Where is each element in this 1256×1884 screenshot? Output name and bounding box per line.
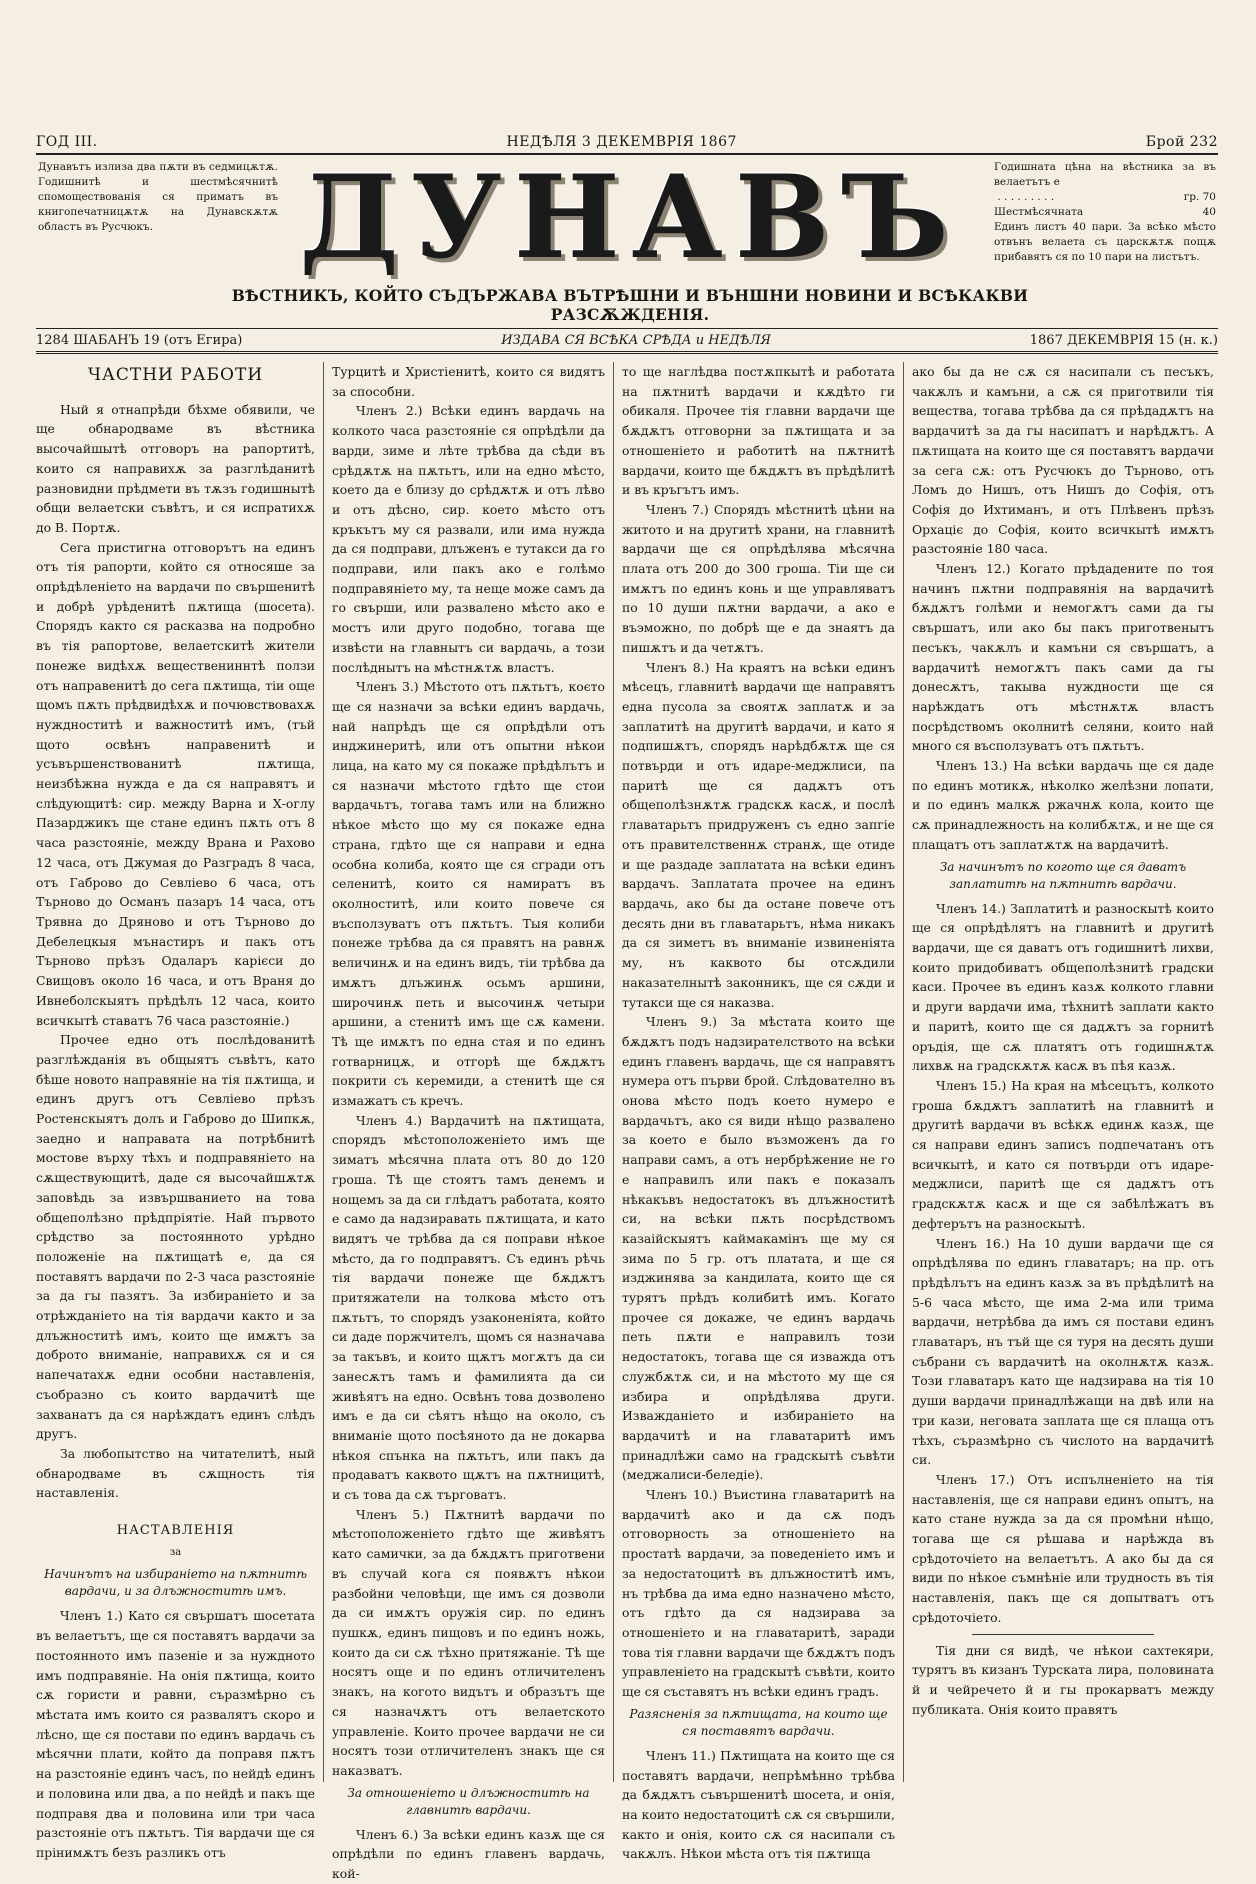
paragraph: Членъ 1.) Като ся свършатъ шосетата въ велаетътъ, ще ся поставятъ вардачи за постоянното имъ пазеніе и за нуждното имъ подправяніе. На онія пѫтища, които сѫ гористи и равни, съразмѣрно съ мѣстата имъ които ся развалятъ скоро и лѣсно, ще ся постави по единъ вардачь съ мѣсячни плати, който да поправя пѫтъ на разстояніе единъ часъ, по нейдѣ единъ и половина или два, а по нейдѣ и пакъ ще подправя два и половина или три часа разстояніе отъ пѫтьтъ. Тія вардачи ще ся прінимѫтъ безъ разликъ отъ	[36, 1608, 315, 1860]
year-label: ГОД III.	[36, 134, 98, 150]
paragraph: Ный я отнапрѣди бѣхме обявили, че ще обнародваме въ вѣстника высочайшытѣ отговоръ на рапортитѣ, които ся направихѫ за разглѣданитѣ разновидни прѣдмети въ тѫзъ годишнытѣ общи велаетски съвѣтъ, и ся испратихѫ до В. Портѫ.	[36, 401, 315, 535]
masthead-subtitle: ВѢСТНИКЪ, КОЙТО СЪДЪРЖАВА ВЪТРѢШНИ И ВЪНШНИ НОВИНИ И ВСѢКАКВИ РАЗСѪЖДЕНІЯ.	[231, 286, 1029, 324]
column-4	[904, 362, 1214, 1782]
paragraph: Членъ 4.) Вардачитѣ на пѫтищата, спорядъ мѣстоположеніето имъ ще зиматъ мѣсячна плата отъ 80 до 120 гроша. Тѣ ще стоятъ тамъ денемъ и нощемъ за да си глѣдатъ работата, която е само да надзиравать пѫтищата, и като видятъ че трѣбва да ся поправи нѣкое мѣсто, да го подправятъ. Съ единъ рѣчь тія вардачи понеже ще бѫдѫтъ притяжатели на толкова мѣсто отъ пѫтьтъ, то спорядъ узаконеніята, който си даде поржчителъ, щомъ ся назначава за такъвъ, и които щѫтъ могѫтъ да си занесѫтъ тамъ и фамилията да си живѣятъ на едно. Освѣнъ това дозволено имъ е да си сѣятъ нѣщо на около, съ вниманіе щото посѣяното да не докарва нѣкоя спънка на пѫтьтъ, или пакъ да продаватъ каквото щѫтъ на пѫтницитѣ, и съ това да сѫ търговатъ.	[332, 1112, 605, 1503]
paragraph: Членъ 9.) За мѣстата които ще бѫдѫтъ подъ надзирателството на всѣки единъ главенъ вардачь, ще ся направятъ нумера отъ първи брой. Слѣдователно въ онова мѣсто подъ което нумеро е вардачьтъ, ако ся види нѣщо развалено за което е было възможенъ да го направи самъ, а отъ нербрѣжение не го е направилъ или пакъ е показалъ нѣкакъвъ недостатокъ въ длъжноститѣ си, на всѣки пѫть посрѣдствомъ казаійскыятъ каймакамінъ ще му ся зима по 5 гр. отъ платата, и ще ся изджинява за кандилата, които ще ся турятъ прѣдъ колибитѣ имъ. Когато прочее ся докаже, че единъ вардачь петь пѫти е направилъ този недостатокъ, тогава ще ся изважда отъ службѫтѫ си, и на мѣстото му ще ся избира и опрѣдѣлява други. Изважданіето и избираніето на вардачитѣ и на главатаритѣ имъ принадлѣжи само на градскытѣ съвѣти (меджалиси-беледіе).	[622, 1014, 895, 1483]
paragraph: то ще наглѣдва постѫпкытѣ и работата на пѫтнитѣ вардачи и кѫдѣто ги обикаля. Прочее тія главни вардачи ще бѫдѫтъ отговорни за пѫтищата и за отношеніето и работитѣ на пѫтнитѣ вардачи, които ще бѫдѫтъ въ прѣдѣлитѣ и въ кръгътъ имъ.	[622, 364, 895, 498]
paragraph: Членъ 3.) Мѣстото отъ пѫтьтъ, коєто ще ся назначи за всѣки единъ вардачь, най напрѣдъ ще ся опрѣдѣли отъ инджинеритѣ, или отъ опытни нѣкои лица, на като му ся покаже прѣдѣлътъ и ся назначи мѣстото гдѣто ще стои вардачьтъ, тогава тамъ или на ближно нѣкое мѣсто що му ся покаже една страна, гдѣто ще ся направи и една особна колиба, която ще ся сгради отъ селенитѣ, които ся намиратъ въ околноститѣ, или които повече ся въсползуватъ отъ пѫтьтъ. Тыя колиби понеже трѣбва да ся правятъ на равнѫ величинѫ и на единъ видъ, тіи трѣбва да имѫтъ длъжинѫ осьмъ аршини, широчинѫ петь и высочинѫ четыри аршини, а стенитѣ имъ ще сѫ камени. Тѣ ще имѫтъ по една стая и по единъ готварницѫ, и отгорѣ ще бѫдѫтъ покрити съ керемиди, а стенитѣ ще ся измажатъ съ кречъ.	[332, 679, 605, 1109]
paragraph: Турцитѣ и Христіенитѣ, които ся видятъ за способни.	[332, 364, 605, 399]
subsection-heading: Разясненія за пѫтищата, на които ще ся поставятъ вардачи.	[629, 1706, 888, 1738]
instructions-heading: НАСТАВЛЕНІЯ	[116, 1523, 235, 1539]
issue-number: Брой 232	[1145, 134, 1218, 150]
paragraph: Тія дни ся видѣ, че нѣкои сахтекяри, турятъ въ кизанъ Турската лира, половината й и чейречето й и гы прокарватъ между публиката. Онія които правятъ	[912, 1642, 1214, 1717]
paragraph: Членъ 8.) На краятъ на всѣки единъ мѣсецъ, главнитѣ вардачи ще направятъ една пусола за своятѫ заплатѫ и за заплатитѣ на другитѣ вардачи, и като я подпишѫтъ, спорядъ нарѣдбѫтѫ ще ся потвърди и отъ идаре-меджлиси, па паритѣ ще ся дадѫтъ отъ общеполѣзнѫтѫ градскѫ касѫ, и послѣ главатарьтъ придруженъ съ едно запгіе отъ правителственнѫ странѫ, ще отиде и ще раздаде заплатата на всѣки единъ вардачъ. Заплатата прочее на единъ вардачь, ако бы да остане повече отъ десять дни въ главатарьтъ, нѣма никакъ да ся зиметъ въ вниманіе извиненіята му, нъ каквото бы отсѫдили наказателнытѣ законникъ, ще ся сѫди и тутакси ще ся наказва.	[622, 659, 895, 1010]
price-intro: Годишната цѣна на вѣстника за въ велаетътъ е	[994, 161, 1216, 188]
instructions-za: за	[169, 1546, 182, 1558]
price-year-label: гр.	[1183, 191, 1200, 203]
instructions-subtitle: Начинътъ на избираніето на пѫтнитѣ вардачи, и за длъжноститѣ имъ.	[44, 1567, 307, 1599]
gregorian-date: 1867 ДЕКЕМВРІЯ 15 (н. к.)	[1029, 332, 1218, 348]
paragraph: За любопытство на читателитѣ, ный обнародваме въ сѫщность тія наставленія.	[36, 1445, 315, 1501]
price-year-row: . . . . . . . . . гр. 70	[994, 191, 1216, 203]
column-1	[36, 362, 324, 1860]
paragraph: Членъ 13.) На всѣки вардачь ще ся даде по единъ мотикѫ, нѣколко желѣзни лопати, и по единъ малкѫ ржачнѫ кола, които ще сѫ принадлежность на колибѫтѫ, и не ще ся плащатъ отъ заплатѫтѫ на вардачитѣ.	[912, 758, 1214, 852]
price-box	[994, 160, 1216, 265]
paragraph: Членъ 17.) Отъ испълненіето на тія наставленія, ще ся направи единъ опытъ, на като стане нужда за да ся промѣни нѣщо, тогава ще ся рѣшава и нарѣжда въ срѣдоточіето на велаетътъ. А ако бы да ся види по нѣкое съмнѣніе или трудность въ тія наставленія, пакъ ще ся допытватъ отъ срѣдоточіето.	[912, 1471, 1214, 1625]
paragraph: ако бы да не сѫ ся насипали съ песъкъ, чакѫлъ и камъни, а сѫ ся приготвили тія вещества, тогава трѣбва да ся прѣдадѫтъ на вардачитѣ за да гы насипатъ и нарѣдѫтъ. А пѫтищата на които ще ся поставятъ вардачи за сега сѫ: отъ Русчюкъ до Търново, отъ Ломъ до Нишъ, отъ Нишъ до Софія, отъ Софія до Ихтиманъ, и отъ Плѣвенъ прѣзъ Орхаціє до Софія, които всичкытѣ имѫтъ разстояніе 180 часа.	[912, 364, 1214, 557]
paragraph: Членъ 6.) За всѣки единъ казѫ ще ся опрѣдѣли по единъ главенъ вардачь, кой-	[332, 1826, 605, 1882]
price-rest: Единъ листъ 40 пари. За всѣко мѣсто отвънъ велаета съ царскѫтѫ пощѫ прибавятъ ся по 10 пари на листътъ.	[994, 221, 1216, 263]
price-half: 40	[1202, 206, 1216, 218]
paragraph: Членъ 7.) Спорядъ мѣстнитѣ цѣни на житото и на другитѣ храни, на главнитѣ вардачи ще ся опрѣдѣлява мѣсячна плата отъ 200 до 300 гроша. Тіи ще си имѫтъ по единъ конь и ще управляватъ по 10 души пѫтни вардачи, а ако е въэможно, по добрѣ ще е да знаятъ да пишѫтъ и да четѫтъ.	[622, 501, 895, 655]
issue-date: НЕДѢЛЯ 3 ДЕКЕМВРІЯ 1867	[506, 134, 737, 150]
masthead-title: ДУНАВЪ	[299, 150, 961, 285]
divider	[972, 1634, 1153, 1635]
paragraph: Членъ 10.) Въистина главатаритѣ на вардачитѣ ако и да сѫ подъ отговорность за отношеніето на простатѣ вардачи, за поведеніето имъ и за недостатоцитѣ въ длъжноститѣ имъ, нъ трѣбва да има едно назначено мѣсто, отъ гдѣто да ся надзирава за отношеніето и на главатаритѣ, заради това тія главни вардачи ще бѫдѫтъ подъ управленіето на градскытѣ съвѣти, които ще ся съставятъ нъ всѣки единъ градъ.	[622, 1487, 895, 1700]
paragraph: Прочее едно отъ послѣдованитѣ разглѣжданія въ общыятъ съвѣтъ, като бѣше новото направяніе на тія пѫтища, и единъ другъ отъ Севліево прѣзъ Ростенскыятъ долъ и Габрово до Шипкѫ, заедно и направата на потрѣбнитѣ мостове върху тѣхъ и подправяніето на сѫществующитѣ, даде ся высочайшѫтѫ заповѣдь за извършванието на това общеполѣзно прѣдпріятіе. Най първото срѣдство за постоянното урѣдно положеніе на пѫтищатѣ е, да ся поставятъ вардачи по 2-3 часа разстояніе за да гы пазятъ. За избираніето и за отрѣжданіето на тія вардачи както и за длъжноститѣ имъ, които ще имѫтъ за доброто вниманіе, направихѫ ся и ся напечатахѫ едни особни наставленія, съобразно съ които вардачитѣ ще захванатъ да ся нарѣждатъ единъ слѣдъ другъ.	[36, 1032, 315, 1442]
paragraph: Членъ 5.) Пѫтнитѣ вардачи по мѣстоположеніето гдѣто ще живѣятъ като самички, за да бѫдѫтъ приготвени въ случай кога ся появѫтъ нѣкои разбойни человѣци, ще имъ ся дозволи да си имѫтъ оружія сир. по единъ пушкѫ, единъ пищовъ и по единъ ножь, които да си сѫ тѣхно притяжаніе. Тѣ ще носятъ още и по единъ отличителенъ знакъ, на когото видътъ и образътъ ще ся назначѫтъ отъ велаетското управленіе. Които прочее вардачи не си носятъ този отличителенъ знакъ ще ся наказватъ.	[332, 1506, 605, 1778]
article-columns	[36, 362, 1218, 1882]
masthead	[299, 150, 961, 285]
paragraph: Членъ 11.) Пѫтищата на които ще ся поставятъ вардачи, непрѣмѣнно трѣбва да бѫдѫтъ съвършенитѣ шосета, и онія, на които недостатоцитѣ сѫ ся свършили, както и онія, които сѫ ся насипали съ чакѫлъ. Нѣкои мѣста отъ тія пѫтища	[622, 1747, 895, 1862]
paragraph: Членъ 14.) Заплатитѣ и разноскытѣ които ще ся опрѣдѣлятъ на главнитѣ и другитѣ вардачи, ще ся даватъ отъ годишнитѣ лихви, които придобиватъ общеполѣзнитѣ градски каси. Прочее въ единъ казѫ колкото главни и други вардачи има, тѣхнитѣ заплати както и паритѣ, които ще ся дадѫтъ за горнитѣ оръдія, ще сѫ платятъ отъ годишнѫтѫ лихвѫ на градскѫтѫ касѫ въ пѣя казѫ.	[912, 900, 1214, 1074]
publication-schedule: ИЗДАВА СЯ ВСѢКА СРѢДА и НЕДѢЛЯ	[501, 332, 771, 348]
subscription-note: Дунавътъ излиза два пѫти въ седмицѫтѫ. Годишнитѣ и шестмѣсячнитѣ спомоществованія ся приматъ въ книгопечатницѫтѫ на Дунавскѫтѫ областъ въ Русчюкъ.	[38, 161, 278, 233]
paragraph: Членъ 16.) На 10 души вардачи ще ся опрѣдѣлява по единъ главатаръ; на пр. отъ прѣдѣлътъ на единъ казѫ за въ прѣдѣлитѣ на 5-6 часа мѣсто, ще има 2-ма или трима вардачи, нетрѣбва да имъ ся постави единъ главатаръ, нъ тъй ще ся туря на десять души събрани съ вардачитѣ на околнѫтѫ казѫ. Този главатаръ като ще надзирава на тія 10 души вардачи принадлѣжащи на двѣ или на три кази, неговата заплата ще ся плаща отъ тѣхъ, съразмѣрно съ числото на вардачитѣ си.	[912, 1235, 1214, 1468]
column-3	[614, 362, 904, 1862]
price-year: 70	[1202, 191, 1216, 203]
paragraph: Членъ 2.) Всѣки единъ вардачь на колкото часа разстояніе ся опрѣдѣли да варди, зиме и лѣте трѣбва да сѣди въ срѣдѫтѫ на пѫтьтъ, или на едно мѣсто, което да е близу до срѣдѫтѫ и отъ лѣво и отъ дѣсно, сир. което мѣсто отъ кръкътъ му ся развали, или има нужда да ся подправи, длъженъ е тутакси да го подправи, или пакъ ако е голѣмо подправяніето му, та неще може самъ да го свърши, или развалено мѣсто ако е мостъ или друго подобно, тогава ще извѣсти на главнытъ си вардачь, а този послѣднытъ на мѣстнѫтѫ властъ.	[332, 403, 605, 675]
paragraph: Членъ 12.) Когато прѣдадените по тоя начинъ пѫтни подправянія на вардачитѣ бѫдѫтъ голѣми и немогѫтъ сами да гы свършатъ, или ако бы пакъ приготвенытъ песъкъ, чакѫлъ и камъни ся свършатъ, а вардачитѣ немогѫтъ пакъ сами да гы донесѫтъ, такыва нуждности ще ся нарѣждатъ отъ мѣстнѫтѫ властъ посрѣдствомъ околнитѣ селяни, които най много ся въсползуватъ отъ пѫтьтъ.	[912, 561, 1214, 754]
subsection-heading: За начинътъ по когото ще ся даватъ заплатитѣ на пѫтнитѣ вардачи.	[939, 859, 1187, 891]
section-heading: ЧАСТНИ РАБОТИ	[87, 365, 264, 385]
issue-line	[36, 328, 1218, 354]
subsection-heading: За отношеніето и длъжноститѣ на главнитѣ вардачи.	[347, 1785, 590, 1817]
hijri-date: 1284 ШАБАНЪ 19 (отъ Егира)	[36, 332, 243, 348]
column-2	[324, 362, 614, 1882]
price-half-label: Шестмѣсячната	[994, 206, 1084, 218]
paragraph: Сега пристигна отговорътъ на единъ отъ тія рапорти, който ся относяше за опрѣдѣленіето на вардачи по свършенитѣ и добрѣ урѣденитѣ пѫтища (шосета). Спорядъ както ся расказва на подробно въ тія рапортове, велаетскитѣ жители понеже видѣхѫ веществениннтѣ ползи отъ направенитѣ до сега пѫтища, тіи още щомъ пѫть прѣдвидѣхѫ и почювствовахѫ нуждноститѣ и важноститѣ имъ, (тъй щото освѣнъ направенитѣ и усъвършенствованитѣ пѫтища, неизбѣжна нужда е да ся направятъ и слѣдующитѣ: сир. между Варна и Х-оглу Пазарджикъ ще стане единъ пѫть отъ 8 часа разстояніе, между Врана и Рахово 12 часа, отъ Джумая до Разградъ 8 часа, отъ Габрово до Севліево 6 часа, отъ Търново до Османъ пазаръ 14 часа, отъ Трявна до Дряново и отъ Търново до Дебелецкыя мънастиръ и пакъ отъ Търново прѣзъ Одаларъ карієси до Свищовъ около 16 часа, и отъ Враня до Ивнеболскыятъ прѣдѣлъ 12 часа, които всичкытѣ ставатъ 76 часа разстояніе.)	[36, 539, 315, 1028]
price-half-row	[994, 205, 1216, 220]
paragraph: Членъ 15.) На края на мѣсецътъ, колкото гроша бѫдѫтъ заплатитѣ на главнитѣ и другитѣ вардачи въ всѣкѫ единѫ казѫ, ще ся направи единъ записъ подпечатанъ отъ всичкытѣ, и като ся потвърди отъ идаре-меджлиси, паритѣ ще ся дадѫтъ отъ градскѫтѫ касѫ и ще ся забѣлѣжатъ въ дефтерътъ на разноскытѣ.	[912, 1077, 1214, 1231]
